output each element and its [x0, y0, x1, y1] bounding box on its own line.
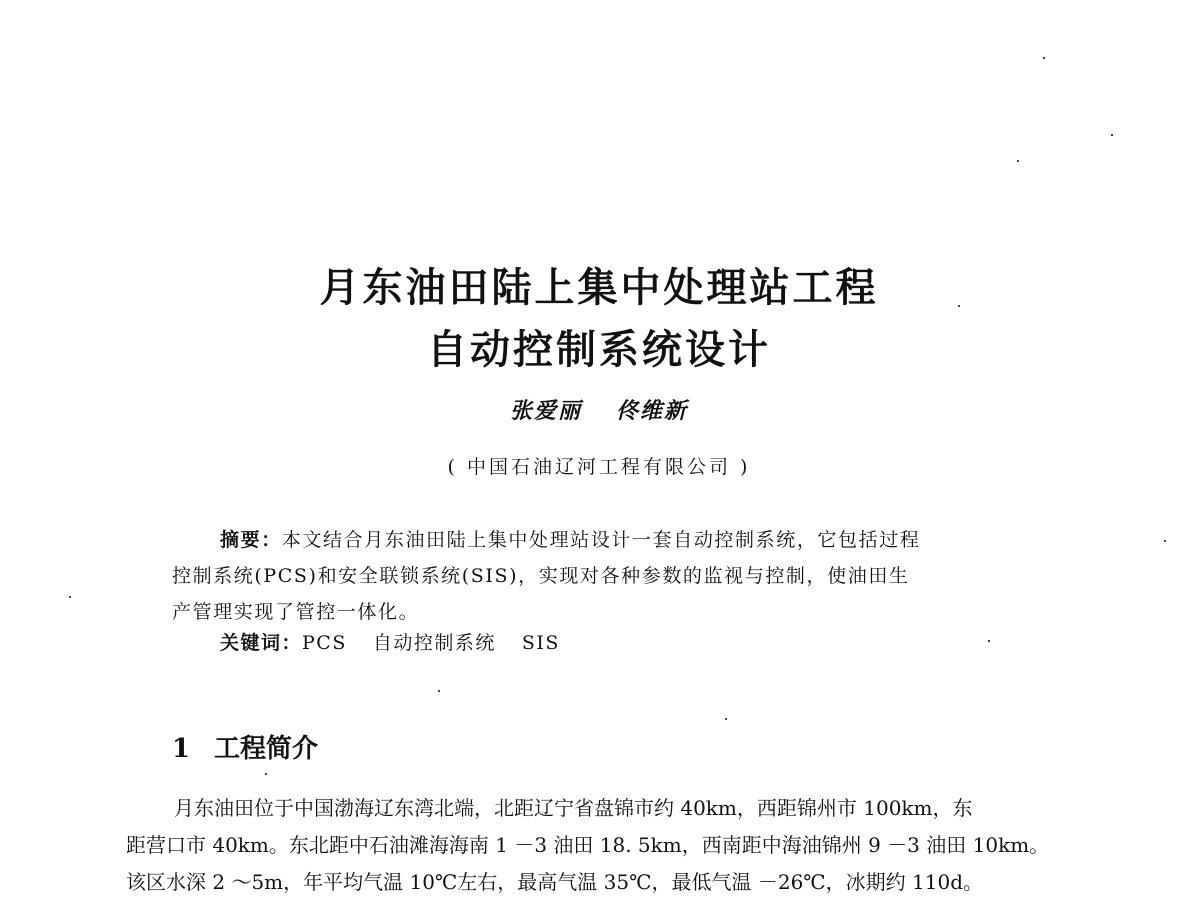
body-line-cropped: 该区水深 2 ～5m，年平均气温 10℃左右，最高气温 35℃，最低气温 －26℃，冰期约 110d。: [126, 870, 984, 894]
abstract-line: 控制系统(PCS)和安全联锁系统(SIS)，实现对各种参数的监视与控制，使油田生: [172, 565, 910, 587]
paper-title-line-2: 自动控制系统设计: [427, 327, 771, 373]
author-list: [0, 394, 1198, 425]
scan-speck: [958, 305, 960, 307]
scan-speck: [1043, 57, 1045, 59]
section-title: 工程简介: [214, 734, 319, 764]
author-name: 佟维新: [616, 398, 689, 424]
abstract-text: 本文结合月东油田陆上集中处理站设计一套自动控制系统，它包括过程: [281, 529, 921, 551]
scan-speck: [1111, 134, 1113, 136]
affiliation: ( 中国石油辽河工程有限公司 ): [447, 456, 751, 478]
scan-speck: [988, 640, 990, 642]
scan-speck: [69, 596, 71, 598]
keyword: SIS: [521, 632, 560, 654]
section-body: [126, 790, 1076, 894]
keyword: 自动控制系统: [372, 632, 496, 654]
scan-speck: [1017, 160, 1019, 162]
keyword: PCS: [302, 632, 347, 654]
abstract: [172, 522, 1032, 630]
scan-speck: [265, 773, 267, 775]
section-heading: [172, 728, 318, 765]
author-name: 张爱丽: [509, 398, 582, 424]
section-number: 1: [172, 734, 191, 764]
abstract-line: [172, 522, 1032, 558]
abstract-label: 摘要：: [220, 529, 282, 551]
abstract-line: 产管理实现了管控一体化。: [172, 601, 420, 623]
keywords-label: 关键词：: [220, 632, 303, 654]
paper-title-line-1: 月东油田陆上集中处理站工程: [319, 265, 879, 311]
scan-speck: [438, 690, 440, 692]
keywords: [220, 628, 560, 655]
scan-speck: [725, 718, 727, 720]
scan-speck: [1164, 540, 1166, 542]
body-line: 距营口市 40km。东北距中石油滩海海南 1 －3 油田 18. 5km，西南距中海油锦州 9 －3 油田 10km。: [126, 833, 1050, 857]
body-line: 月东油田位于中国渤海辽东湾北端，北距辽宁省盘锦市约 40km，西距锦州市 100km，东: [174, 796, 973, 820]
